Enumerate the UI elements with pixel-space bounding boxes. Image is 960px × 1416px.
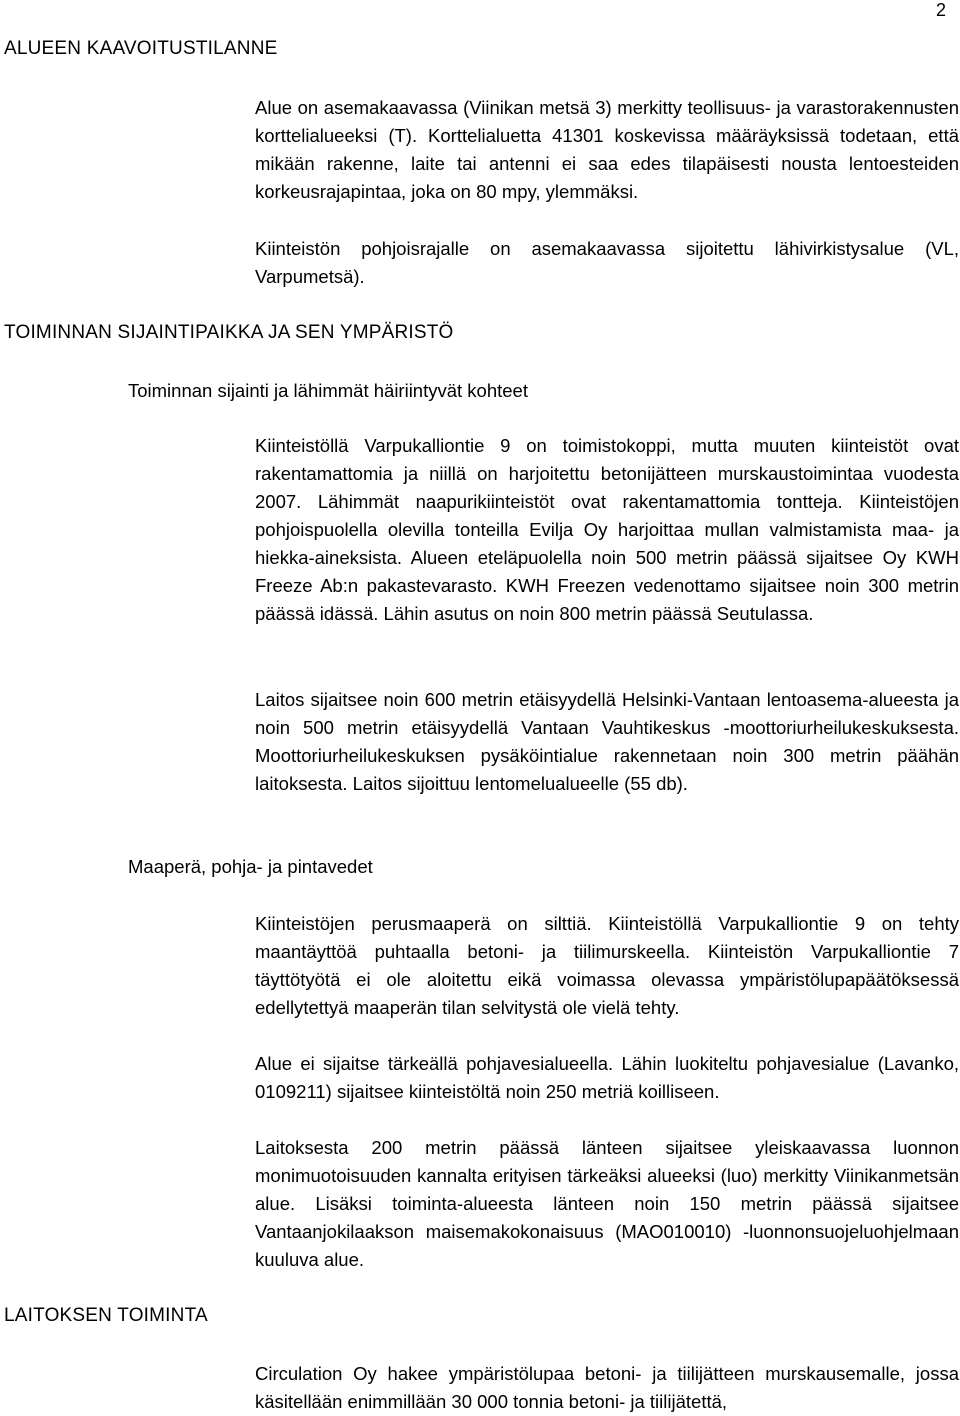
page-number: 2 [935, 0, 946, 20]
paragraph-kaavoitus-1: Alue on asemakaavassa (Viinikan metsä 3) merkitty teollisuus- ja varastorakennusten korttelialueeksi (T). Korttelialuetta 41301 koskevissa määräyksissä todetaan, että mikään rakenne, laite tai antenni ei saa edes tilapäisesti nousta lentoesteiden korkeusrajapintaa, joka on 80 mpy, ylemmäksi. [255, 97, 959, 202]
subheading-maapera: Maaperä, pohja- ja pintavedet [128, 856, 373, 877]
section-heading-kaavoitus: ALUEEN KAAVOITUSTILANNE [4, 38, 278, 59]
paragraph-maapera-2: Alue ei sijaitse tärkeällä pohjavesialueella. Lähin luokiteltu pohjavesialue (Lavanko, 0109211) sijaitsee kiinteistöltä noin 250 metriä koilliseen. [255, 1053, 959, 1102]
paragraph-maapera-3: Laitoksesta 200 metrin päässä länteen sijaitsee yleiskaavassa luonnon monimuotoisuuden kannalta erityisen tärkeäksi alueeksi (luo) merkitty Viinikanmetsän alue. Lisäksi toiminta-alueesta länteen noin 150 metrin päässä sijaitsee Vantaanjokilaakson maisemakokonaisuus (MAO010010) -luonnonsuojeluohjelmaan kuuluva alue. [255, 1137, 959, 1270]
section-heading-sijainti: TOIMINNAN SIJAINTIPAIKKA JA SEN YMPÄRISTÖ [4, 322, 454, 343]
paragraph-toiminta-1: Circulation Oy hakee ympäristölupaa betoni- ja tiilijätteen murskausemalle, jossa käsitellään enimmillään 30 000 tonnia betoni- ja tiilijätettä, [255, 1363, 959, 1412]
section-heading-toiminta: LAITOKSEN TOIMINTA [4, 1305, 208, 1326]
paragraph-sijainti-2: Laitos sijaitsee noin 600 metrin etäisyydellä Helsinki-Vantaan lentoasema-alueesta ja noin 500 metrin etäisyydellä Vantaan Vauhtikeskus -moottoriurheilukeskuksesta. Moottoriurheilukeskuksen pysäköintialue rakennetaan noin 300 metrin päähän laitoksesta. Laitos sijoittuu lentomelualueelle (55 db). [255, 689, 959, 794]
subheading-sijainti: Toiminnan sijainti ja lähimmät häiriintyvät kohteet [128, 380, 528, 401]
paragraph-kaavoitus-2: Kiinteistön pohjoisrajalle on asemakaavassa sijoitettu lähivirkistysalue (VL, Varpumetsä). [255, 238, 959, 287]
paragraph-maapera-1: Kiinteistöjen perusmaaperä on silttiä. Kiinteistöllä Varpukalliontie 9 on tehty maantäyttöä puhtaalla betoni- ja tiilimurskeella. Kiinteistön Varpukalliontie 7 täyttötyötä ei ole aloitettu eikä voimassa olevassa ympäristölupapäätöksessä edellytettyä maaperän tilan selvitystä ole vielä tehty. [255, 913, 959, 1018]
paragraph-sijainti-1: Kiinteistöllä Varpukalliontie 9 on toimistokoppi, mutta muuten kiinteistöt ovat rakentamattomia ja niillä on harjoitettu betonijätteen murskaustoimintaa vuodesta 2007. Lähimmät naapurikiinteistöt ovat rakentamattomia tontteja. Kiinteistöjen pohjoispuolella olevilla tonteilla Evilja Oy harjoittaa mullan valmistamista maa- ja hiekka-aineksista. Alueen eteläpuolella noin 500 metrin päässä sijaitsee Oy KWH Freeze Ab:n pakastevarasto. KWH Freezen vedenottamo sijaitsee noin 300 metrin päässä idässä. Lähin asutus on noin 800 metrin päässä Seutulassa. [255, 435, 959, 624]
